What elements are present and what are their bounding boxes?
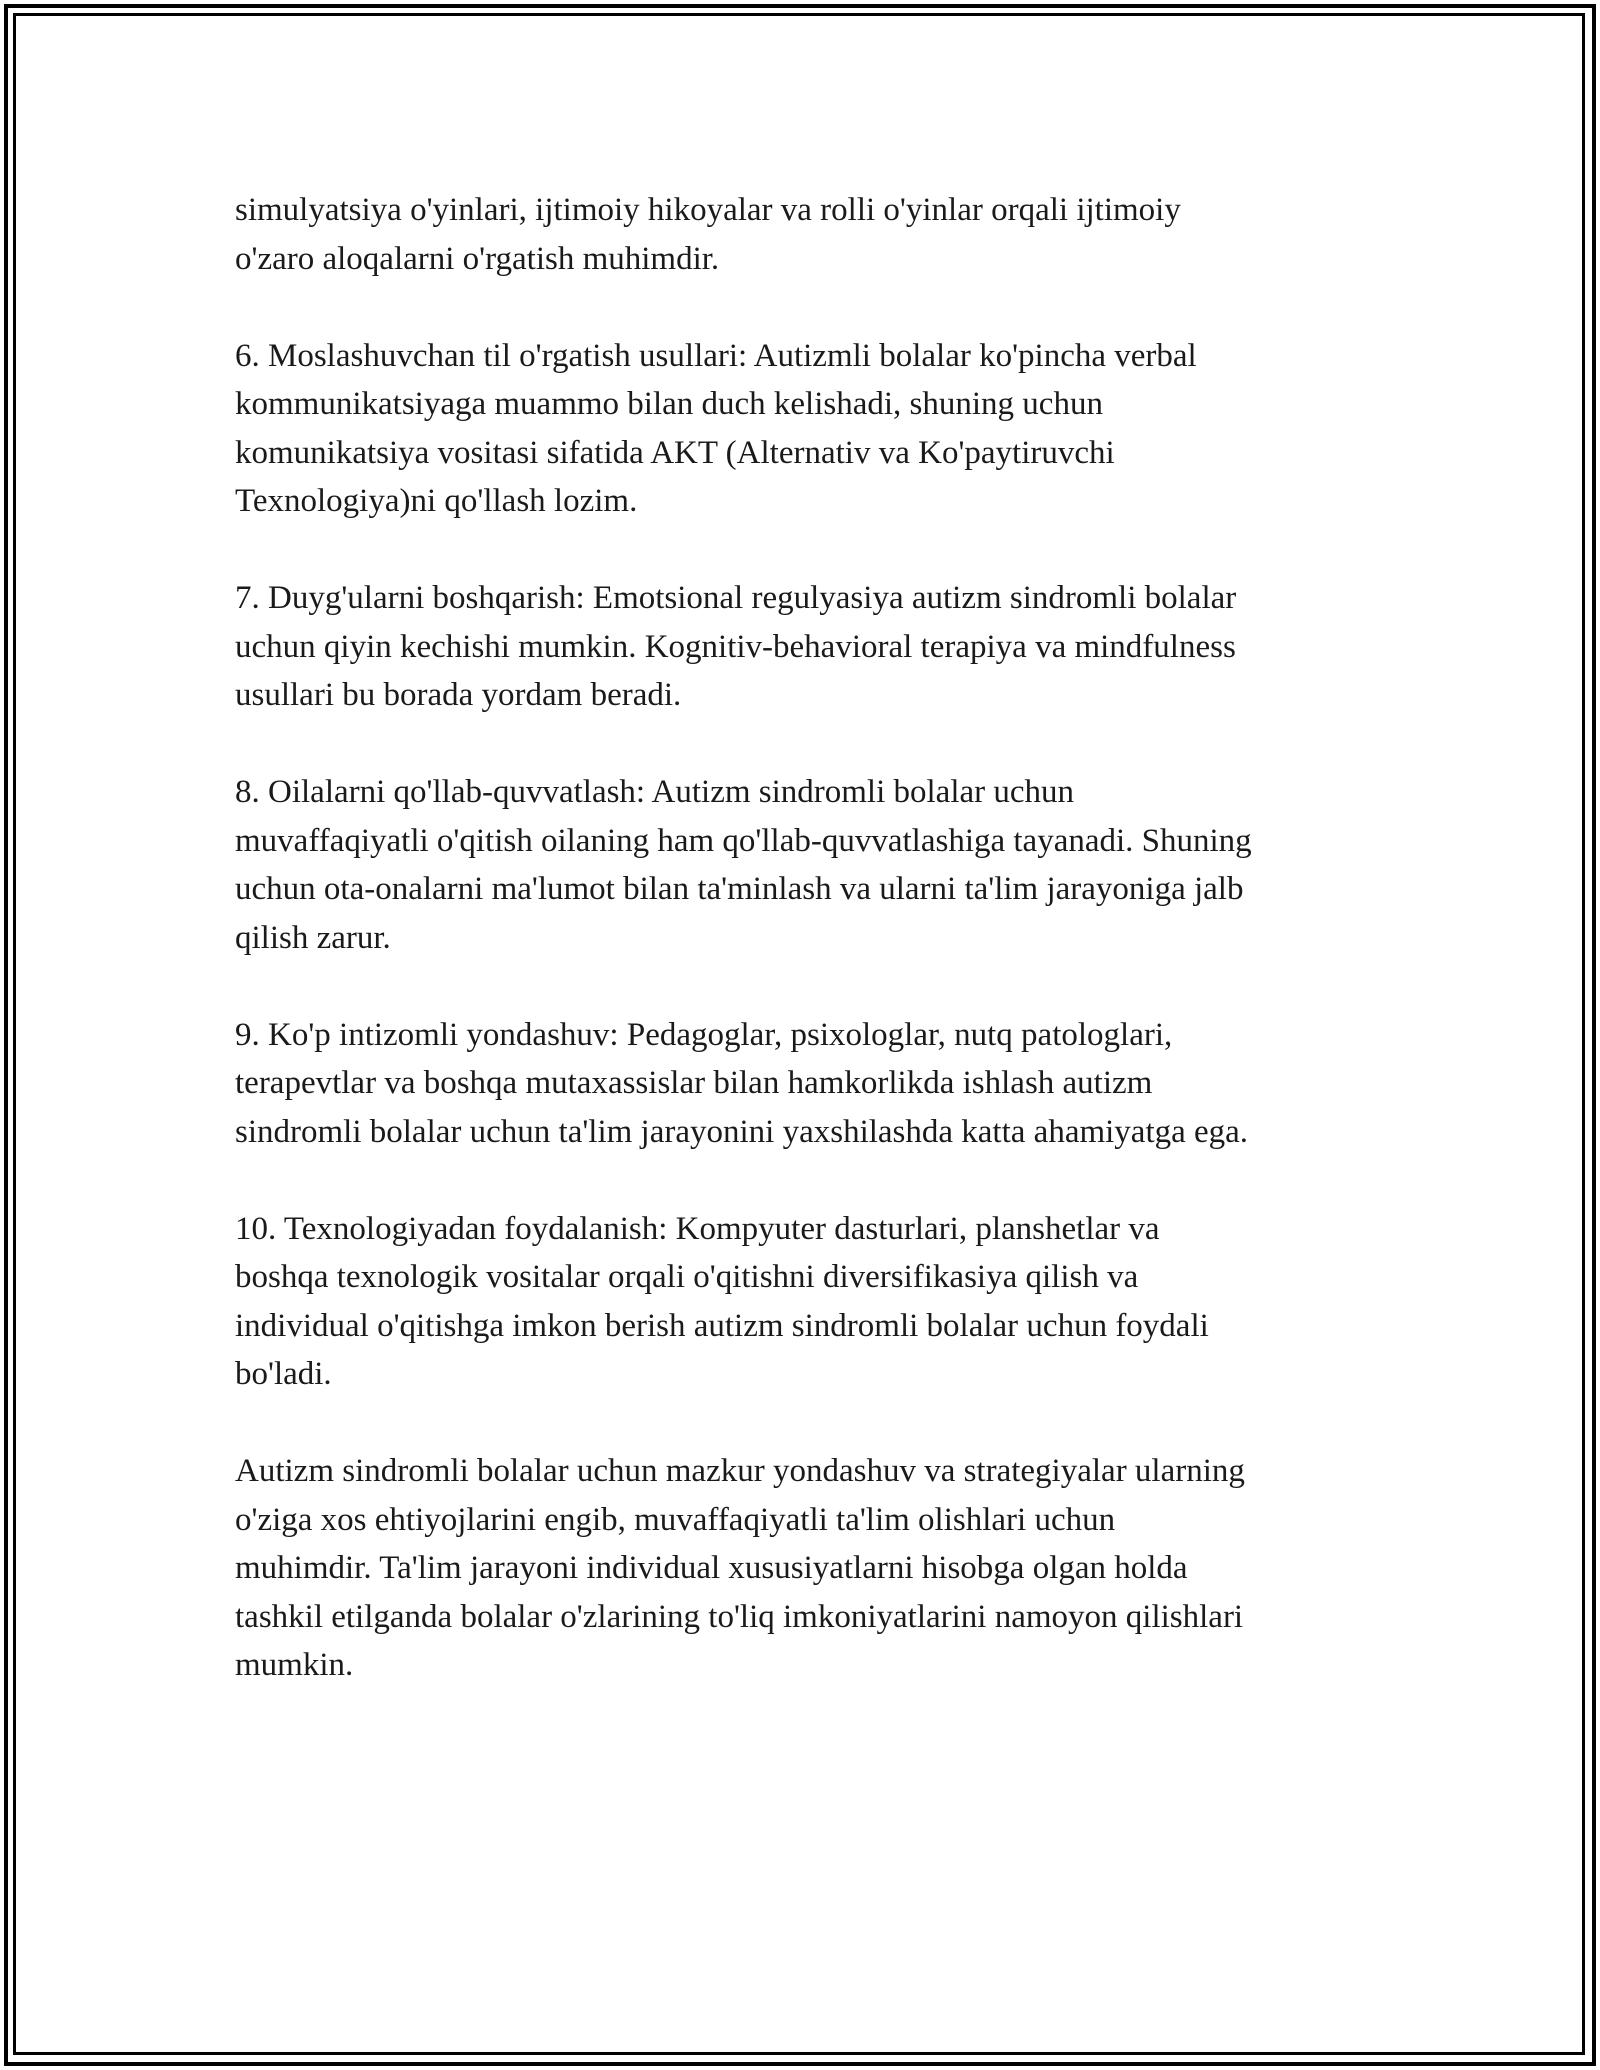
- paragraph-item-7: 7. Duyg'ularni boshqarish: Emotsional regulyasiya autizm sindromli bolalar uchun qiyin kechishi mumkin. Kognitiv-behavioral terapiya va mindfulness usullari bu borada yordam beradi.: [235, 580, 1237, 713]
- paragraph-conclusion: Autizm sindromli bolalar uchun mazkur yondashuv va strategiyalar ularning o'ziga xos ehtiyojlarini engib, muvaffaqiyatli ta'lim olishlari uchun muhimdir. Ta'lim jarayoni individual xususiyatlarni hisobga olgan holda tashkil etilganda bolalar o'zlarining to'liq imkoniyatlarini namoyon qilishlari mumkin.: [235, 1453, 1245, 1683]
- paragraph-item-8: 8. Oilalarni qo'llab-quvvatlash: Autizm sindromli bolalar uchun muvaffaqiyatli o'qitish oilaning ham qo'llab-quvvatlashiga tayanadi. Shuning uchun ota-onalarni ma'lumot bilan ta'minlash va ularni ta'lim jarayoniga jalb qilish zarur.: [235, 774, 1252, 956]
- document-body: [235, 186, 1385, 1738]
- paragraph-continuation: simulyatsiya o'yinlari, ijtimoiy hikoyalar va rolli o'yinlar orqali ijtimoiy o'zaro aloqalarni o'rgatish muhimdir.: [235, 192, 1181, 277]
- paragraph-item-6: 6. Moslashuvchan til o'rgatish usullari: Autizmli bolalar ko'pincha verbal kommunikatsiyaga muammo bilan duch kelishadi, shuning uchun komunikatsiya vositasi sifatida AKT (Alternativ va Ko'paytiruvchi Texnologiya)ni qo'llash lozim.: [235, 337, 1197, 519]
- paragraph-item-10: 10. Texnologiyadan foydalanish: Kompyuter dasturlari, planshetlar va boshqa texnologik vositalar orqali o'qitishni diversifikasiya qilish va individual o'qitishga imkon berish autizm sindromli bolalar uchun foydali bo'ladi.: [235, 1210, 1209, 1392]
- paragraph-item-9: 9. Ko'p intizomli yondashuv: Pedagoglar, psixologlar, nutq patologlari, terapevtlar va boshqa mutaxassislar bilan hamkorlikda ishlash autizm sindromli bolalar uchun ta'lim jarayonini yaxshilashda katta ahamiyatga ega.: [235, 1016, 1249, 1150]
